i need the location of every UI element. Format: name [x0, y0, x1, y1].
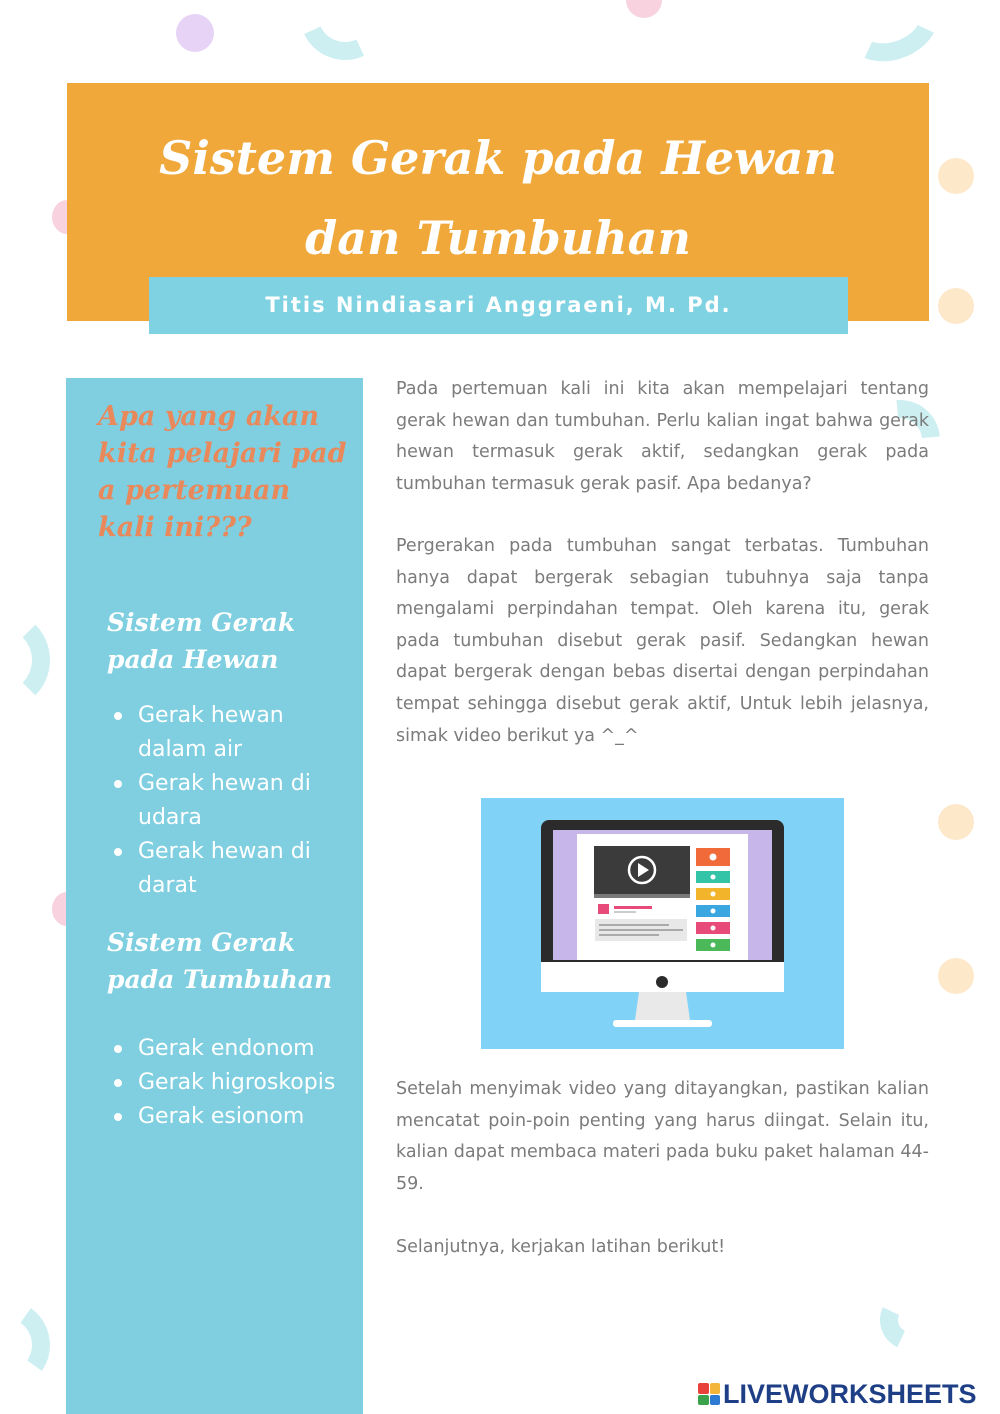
decor-arc	[0, 610, 50, 710]
list-item: Gerak hewan dalam air	[112, 699, 342, 767]
list-item: Gerak hewan di darat	[112, 835, 342, 903]
author-name: Titis Nindiasari Anggraeni, M. Pd.	[149, 277, 848, 334]
liveworksheets-icon	[698, 1383, 720, 1405]
list-item: Gerak hewan di udara	[112, 767, 342, 835]
intro-paragraph: Pada pertemuan kali ini kita akan mempelajari tentang gerak hewan dan tumbuhan. Perlu kalian ingat bahwa gerak hewan termasuk gerak aktif, sedangkan gerak pada tumbuhan termasuk gerak pasif. Apa bedanya?	[396, 379, 929, 494]
list-item: Gerak higroskopis	[112, 1066, 342, 1100]
decor-dot-purple	[176, 14, 214, 52]
page-title	[67, 118, 929, 278]
liveworksheets-logo	[698, 1378, 977, 1410]
sidebar-list-tumbuhan	[112, 1032, 342, 1134]
decor-arc	[287, 0, 402, 73]
decor-dot-pink	[626, 0, 662, 18]
sidebar-heading-hewan: Sistem Gerak pada Hewan	[107, 608, 296, 674]
video-thumbnail[interactable]	[481, 798, 844, 1049]
list-item: Gerak endonom	[112, 1032, 342, 1066]
decor-arc	[829, 0, 950, 75]
explanation-paragraph: Pergerakan pada tumbuhan sangat terbatas. Tumbuhan hanya dapat bergerak sebagian tubuhnya saja tanpa mengalami perpindahan tempat. Oleh karena itu, gerak pada tumbuhan disebut gerak pasif. Sedangkan hewan dapat bergerak dengan bebas disertai dengan perpindahan tempat sehingga disebut gerak aktif, Untuk lebih jelasnya, simak video berikut ya ^_^	[396, 536, 929, 746]
decor-dot-peach	[938, 804, 974, 840]
decor-dot-peach	[938, 288, 974, 324]
decor-arc	[0, 1293, 57, 1397]
logo-text: LIVEWORKSHEETS	[723, 1378, 977, 1409]
title-line-1: Sistem Gerak pada Hewan	[159, 131, 837, 185]
decor-arc	[872, 1282, 949, 1359]
follow-up-paragraph: Setelah menyimak video yang ditayangkan, pastikan kalian mencatat poin-poin penting yang harus diingat. Selain itu, kalian dapat membaca materi pada buku paket halaman 44-59.	[396, 1079, 929, 1194]
sidebar-list-hewan	[112, 699, 342, 903]
sidebar-question: Apa yang akan kita pelajari pad a pertemuan kali ini???	[98, 401, 347, 543]
monitor-video-icon	[481, 798, 844, 1049]
list-item: Gerak esionom	[112, 1100, 342, 1134]
closing-paragraph: Selanjutnya, kerjakan latihan berikut!	[396, 1237, 726, 1257]
sidebar-heading-tumbuhan: Sistem Gerak pada Tumbuhan	[107, 928, 333, 994]
decor-dot-peach	[938, 958, 974, 994]
title-line-2: dan Tumbuhan	[305, 211, 691, 265]
decor-dot-peach	[938, 158, 974, 194]
